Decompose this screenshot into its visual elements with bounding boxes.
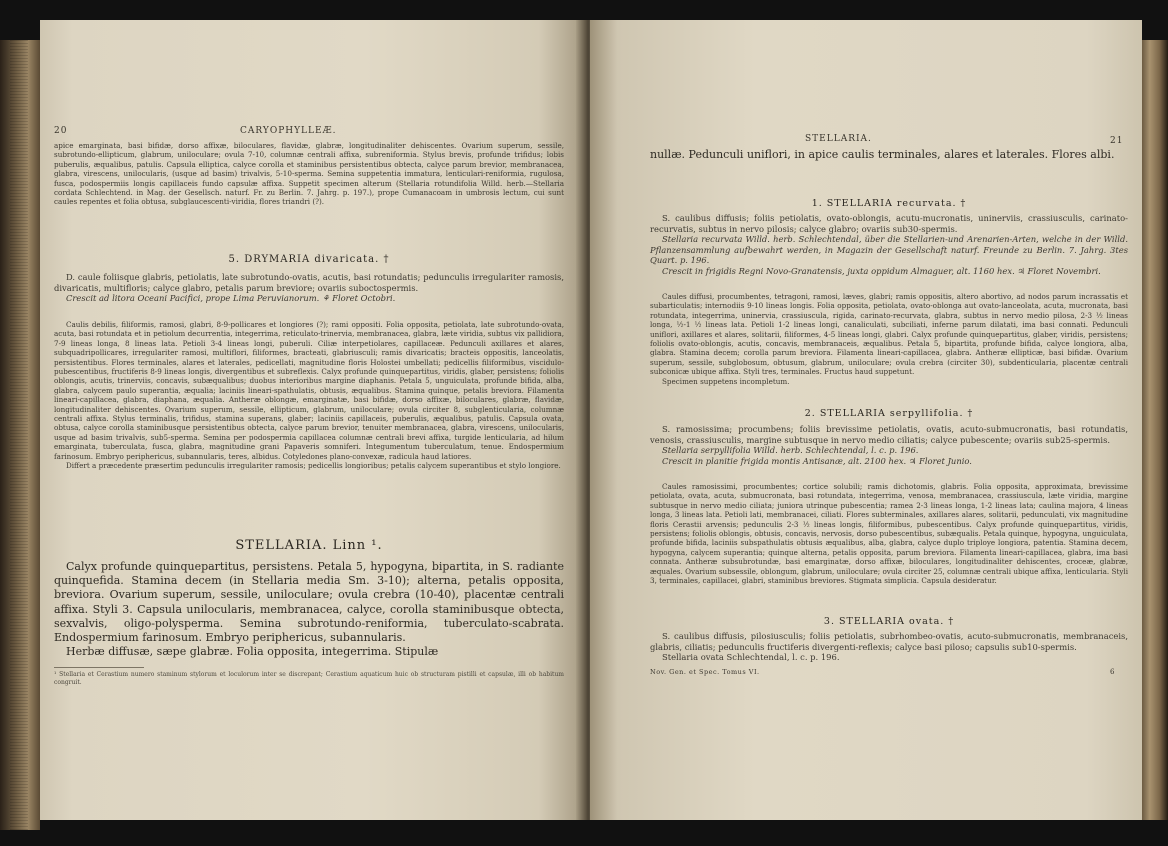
serpyllifolia-habitat: Crescit in planitie frigida montis Antisanæ, alt. 2100 hex. ♃ Floret Junio. (662, 455, 972, 466)
right-page-edges (1140, 40, 1168, 820)
recurvata-synonym: Stellaria recurvata Willd. herb. Schlechtendal, über die Stellarien-und Arenarien-Arten, welche in der Willd. Pflanzensammlung aufbewahrt werden, in Magazin der Gesellschaft naturf. Freunde zu Berlin. 7. Jahrg. 3tes Quart. p. 196. (650, 234, 1128, 266)
drymaria-habitat: Crescit ad litora Oceani Pacifici, prope Lima Peruvianorum. ⚘ Floret Octobri. (66, 293, 396, 304)
signature-mark: 6 (1110, 668, 1115, 676)
signature-line: Nov. Gen. et Spec. Tomus VI. (650, 668, 760, 676)
footnote-rule (54, 667, 144, 668)
genus-description (54, 560, 564, 659)
ovata-diagnosis-text: S. caulibus diffusis, pilosiusculis; foliis petiolatis, subrhombeo-ovatis, acuto-submucronatis, membranaceis, glabris, ciliatis; pedunculis fructiferis divergenti-reflexis; calyce basi piloso; capsulis sub10-spermis. (650, 631, 1128, 652)
right-intro (650, 148, 1128, 162)
recurvata-description-text: Caules diffusi, procumbentes, tetragoni, ramosi, læves, glabri; ramis oppositis, altero abortivo, ad nodos parum incrassatis et subarticulatis; internodiis 9-10 lineas longis. Folia opposita, petiolata, ovato-oblonga aut ovato-lanceolata, acuta, mucronata, basi rotundata, integerrima, uninervia, crassiuscula, rigida, carinato-recurvata, glabra, subtus in nervo medio pilosa, 2-3 ½ lineas longa, ½-1 ½ lineas lata. Petioli 1-2 lineas longi, canaliculati, subciliati, inferne parum dilatati, ima basi connati. Pedunculi uniflori, axillares et alares, solitarii, filiformes, 4-5 lineas longi, glabri. Calyx profunde quinquepartitus, glaber, viridis, persistens; foliolis ovato-oblongis, acutis, concavis, membranaceis, æqualibus. Petala 5, bipartita, profunde bifida, calyce longiora, alba, glabra. Stamina decem; corolla parum breviora. Filamenta lineari-capillacea, glabra. Antheræ ellipticæ, basi bifidæ. Ovarium superum, sessile, subglobosum, obtusum, glabrum, uniloculare; ovula crebra (circiter 30), subdenticularia, placentæ centrali subconicæ ubique affixa. Styli tres, terminales. Fructus haud suppetunt. (650, 292, 1128, 377)
page-number-right: 21 (1110, 136, 1124, 146)
genus-title-stellaria: STELLARIA. Linn ¹. (235, 538, 383, 553)
genus-description-text: Calyx profunde quinquepartitus, persistens. Petala 5, hypogyna, bipartita, in S. radiante quinquefida. Stamina decem (in Stellaria media Sm. 3-10); alterna, petalis opposita, breviora. Ovarium superum, sessile, uniloculare; ovula crebra (10-40), placentæ centrali affixa. Styli 3. Capsula unilocularis, membranacea, calyce, corolla staminibusque obtecta, sexvalvis, oligo-polysperma. Semina subrotundo-reniformia, tuberculato-scabrata. Endospermium farinosum. Embryo periphericus, subannularis. (54, 560, 564, 645)
left-intro-text: apice emarginata, basi bifidæ, dorso affixæ, biloculares, flavidæ, glabræ, longitudinaliter dehiscentes. Ovarium superum, sessile, subrotundo-ellipticum, glabrum, uniloculare; ovula 7-10, columnæ centrali affixa, subreniformia. Stylus brevis, profunde trifidus; lobis puberulis, æqualibus, patulis. Capsula elliptica, calyce corolla et staminibus persistentibus obtecta, calyce parum brevior, membranacea, glabra, virescens, unilocularis, (usque ad basim) trivalvis, 5-10-sperma. Semina suppetentia immatura, lenticulari-reniformia, rugulosa, fusca, podospermiis longis capillaceis fundo capsulæ affixa. Suppetit specimen alterum (Stellaria rotundifolia Willd. herb.—Stellaria cordata Schlechtend. in Mag. der Gesellsch. naturf. Fr. zu Berlin. 7. Jahrg. p. 197.), prope Cumanacoam in umbrosis lectum, cui sunt caules repentes et folia obtusa, subglaucescenti-viridia, flores triandri (?). (54, 141, 564, 207)
page-number-left: 20 (54, 126, 68, 136)
drymaria-description-text: Caulis debilis, filiformis, ramosi, glabri, 8-9-pollicares et longiores (?); rami oppositi. Folia opposita, petiolata, late subrotundo-ovata, acuta, basi rotundata et in petiolum decurrentia, integerrima, reticulato-trinervia, membranacea, glabra, læte viridia, subtus vix pallidiora, 7-9 lineas longa, 8 lineas lata. Petioli 3-4 lineas longi, puberuli. Ciliæ interpetiolares, capillaceæ. Pedunculi axillares et alares, subquadripollicares, irregulariter ramosi, multiflori, filiformes, bracteati, glabriusculi; ramis divaricatis; bracteis oppositis, lanceolatis, persistentibus. Flores terminales, alares et laterales, pedicellati, magnitudine floris Holostei umbellati; pedicellis filiformibus, viscidulo-pubescentibus, fructiferis 8-9 lineas longis, divergentibus et subreflexis. Calyx profunde quinquepartitus, viridis, glaber, persistens; foliolis oblongis, acutis, trinerviis, concavis, subæqualibus; duobus interioribus margine diaphanis. Petala 5, unguiculata, profunde bifida, alba, glabra, calycem paulo superantia, æqualia; laciniis lineari-spathulatis, obtusis, æqualibus. Stamina quinque, petalis breviora. Filamenta lineari-capillacea, glabra, diaphana, æqualia. Antheræ oblongæ, emarginatæ, basi bifidæ, dorso affixæ, biloculares, glabræ, flavidæ, longitudinaliter dehiscentes. Ovarium superum, sessile, ellipticum, glabrum, uniloculare; ovula circiter 8, subglenticularia, columnæ centrali affixa. Stylus terminalis, trifidus, stamina superans, glaber; laciniis capillaceis, puberulis, æqualibus, patulis. Capsula ovata, obtusa, calyce corolla staminibusque persistentibus obtecta, calyce parum brevior, tenuiter membranacea, glabra, virescens, unilocularis, usque ad basim trivalvis, sub5-sperma. Semina per podospermia capillacea columnæ centrali brevi affixa, turgide lenticularia, ad hilum emarginata, tuberculata, fusca, glabra, magnitudine grani Papaveris somniferi. Integumentum tuberculatum, tenue. Endospermium farinosum. Embryo periphericus, subannularis, teres, albidus. Cotyledones plano-convexæ, radicula haud latiores. (54, 320, 564, 461)
running-head-right: STELLARIA. (805, 134, 872, 144)
drymaria-description (54, 320, 564, 471)
drymaria-diagnosis-text: D. caule foliisque glabris, petiolatis, late subrotundo-ovatis, acutis, basi rotundatis; pedunculis irregulariter ramosis, divaricatis, multifloris; calyce glabro, petalis parum breviore; ovariis suboctospermis. (54, 272, 564, 293)
serpyllifolia-diagnosis (650, 424, 1128, 466)
section-title-drymaria: 5. DRYMARIA divaricata. † (228, 254, 390, 265)
serpyllifolia-description (650, 482, 1128, 585)
serpyllifolia-diagnosis-text: S. ramosissima; procumbens; foliis brevissime petiolatis, ovatis, acuto-submucronatis, basi rotundatis, venosis, crassiusculis, margine subtusque in nervo medio ciliatis; calyce pubescente; ovariis sub25-spermis. (650, 424, 1128, 445)
section-title-recurvata: 1. STELLARIA recurvata. † (811, 198, 967, 209)
section-title-ovata: 3. STELLARIA ovata. † (823, 616, 955, 627)
drymaria-note: Differt a præcedente præsertim pedunculis irregulariter ramosis; pedicellis longioribus; petalis calycem superantibus et stylo longiore. (66, 461, 561, 471)
section-title-serpyllifolia: 2. STELLARIA serpyllifolia. † (804, 408, 974, 419)
recurvata-habitat: Crescit in frigidis Regni Novo-Granatensis, juxta oppidum Almaguer, alt. 1160 hex. ♃ Floret Novembri. (662, 265, 1101, 276)
ovata-diagnosis (650, 631, 1128, 663)
recurvata-description (650, 292, 1128, 386)
recurvata-diagnosis (650, 213, 1128, 277)
running-head-left: CARYOPHYLLEÆ. (240, 126, 337, 136)
left-intro (54, 141, 564, 207)
recurvata-note: Specimen suppetens incompletum. (662, 376, 790, 386)
right-intro-text: nullæ. Pedunculi uniflori, in apice caulis terminales, alares et laterales. Flores albi. (650, 148, 1115, 161)
genus-habit: Herbæ diffusæ, sæpe glabræ. Folia opposita, integerrima. Stipulæ (66, 645, 439, 659)
ovata-synonym: Stellaria ovata Schlechtendal, l. c. p. 196. (662, 652, 840, 663)
left-page-edges (0, 40, 40, 830)
right-page (590, 20, 1142, 820)
serpyllifolia-synonym: Stellaria serpyllifolia Willd. herb. Schlechtendal, l. c. p. 196. (662, 445, 919, 456)
drymaria-diagnosis (54, 272, 564, 304)
left-page (40, 20, 582, 820)
serpyllifolia-description-text: Caules ramosissimi, procumbentes; cortice solubili; ramis dichotomis, glabris. Folia opposita, approximata, brevissime petiolata, ovata, acuta, submucronata, basi rotundata, integerrima, venosa, membranacea, crassiuscula, læte viridia, margine subtusque in nervo medio ciliata; juniora utrinque pubescentia; ramea 2-3 lineas longa, 1-2 lineas lata; caulina majora, 4 lineas longa, 3 lineas lata. Petioli lati, membranacei, ciliati. Flores subterminales, axillares alares, solitarii, pedunculati, vix magnitudine floris Cerastii arvensis; pedunculis 2-3 ½ lineas longis, filiformibus, pubescentibus. Calyx profunde quinquepartitus, viridis, persistens; foliolis oblongis, obtusis, concavis, nervosis, dorso pubescentibus, subæqualis. Petala quinque, hypogyna, unguiculata, profunde bifida, laciniis subspathulatis obtusis æqualibus, alba, glabra, calyce duplo triploye longiora, patentia. Stamina decem, hypogyna, calycem superantia; quinque alterna, petalis opposita, parum breviora. Filamenta lineari-capillacea, glabra, ima basi connata. Antheræ subsubrotundæ, basi emarginatæ, dorso affixæ, biloculares, longitudinaliter dehiscentes, croceæ, glabræ, æquales. Ovarium subsessile, oblongum, glabrum, uniloculare; ovula circiter 25, columnæ centrali ubique affixa, lenticularia. Styli 3, terminales, capillacei, glabri, staminibus breviores. Stigmata simplicia. Capsula desideratur. (650, 482, 1128, 586)
recurvata-diagnosis-text: S. caulibus diffusis; foliis petiolatis, ovato-oblongis, acutu-mucronatis, uninerviis, crassiusculis, carinato-recurvatis, subtus in nervo pilosis; calyce glabro; ovariis sub30-spermis. (650, 213, 1128, 234)
footnote: ¹ Stellaria et Cerastium numero staminum stylorum et loculorum inter se discrepant; Cerastium aquaticum huic ob structuram pistilli et capsulæ, illi ob habitum congruit. (54, 671, 564, 686)
